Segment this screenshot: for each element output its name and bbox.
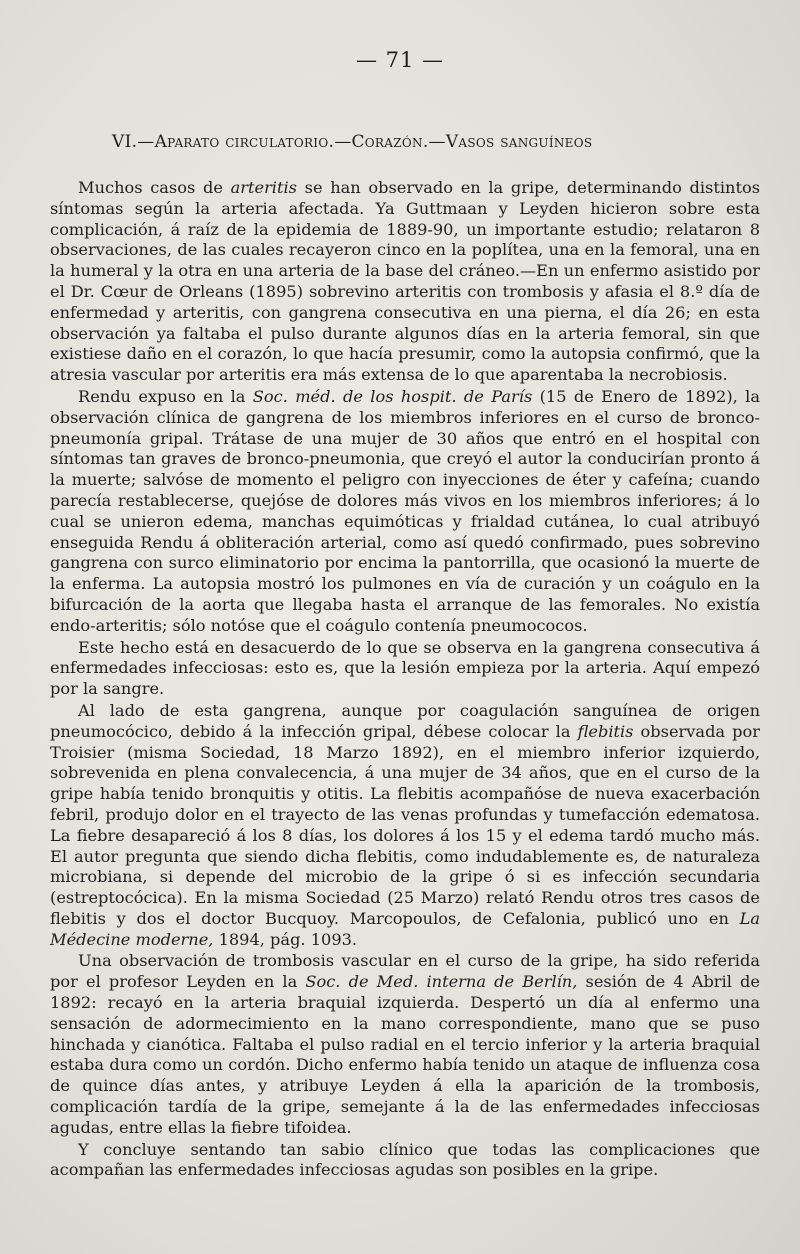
text-run: Muchos casos de xyxy=(78,178,231,197)
italic-run: flebitis xyxy=(577,721,634,741)
paragraph xyxy=(50,638,760,700)
text-run: Este hecho está en desacuerdo de lo que se observa en la gangrena consecutiva á enfermedades infecciosas: esto es, que la lesión empieza por la arteria. Aquí empezó por la sangre. xyxy=(50,637,760,699)
section-title: VI.—Aparato circulatorio.—Corazón.—Vasos sanguíneos xyxy=(112,132,593,152)
text-run: Una observación de trombosis vascular en el curso de la gripe, ha sido referida por el profesor Leyden en la xyxy=(50,951,760,992)
paragraph xyxy=(50,1140,760,1182)
text-run: sesión de 4 Abril de 1892: recayó en la arteria braquial izquierda. Despertó un día al enfermo una sensación de adormecimiento en la mano correspondiente, mano que se puso hinchada y cianótica. Faltaba el pulso radial en el tercio inferior y la arteria braquial estaba dura como un cordón. Dicho enfermo había tenido un ataque de influenza cosa de quince días antes, y atribuye Leyden á ella la aparición de la trombosis, complicación tardía de la gripe, semejante á la de las enfermedades infecciosas agudas, entre ellas la fiebre tifoidea. xyxy=(50,972,760,1137)
paragraph xyxy=(50,387,760,637)
paragraph xyxy=(50,178,760,386)
text-run: 1894, pág. 1093. xyxy=(213,929,358,949)
italic-run: Soc. méd. de los hospit. de París xyxy=(252,386,533,406)
text-run: observada por Troisier (misma Sociedad, 18 Marzo 1892), en el miembro inferior izquierdo, sobrevenida en plena convalecencia, á una mujer de 34 años, que en el curso de la gripe había tenido bronquitis y otitis. La flebitis acompañóse de nueva exacerbación febril, produjo dolor en el trayecto de las venas profundas y tumefacción edematosa. La fiebre desapareció á los 8 días, los dolores á los 15 y el edema tardó mucho más. El autor pregunta que siendo dicha flebitis, como indudablemente es, de naturaleza microbiana, si depende del microbio de la gripe ó si es infección secundaria (estreptocócica). En la misma Sociedad (25 Marzo) relató Rendu otros tres casos de flebitis y dos el doctor Bucquoy. Marcopoulos, de Cefalonia, publicó uno en xyxy=(50,721,760,928)
italic-run: arteritis xyxy=(230,178,297,197)
text-run: Al lado de esta gangrena, aunque por coagulación sanguínea de origen pneumocócico, debido á la infección gripal, débese colocar la xyxy=(50,700,760,741)
italic-run: La Médecine moderne, xyxy=(50,908,760,949)
text-run: (15 de Enero de 1892), la observación clínica de gangrena de los miembros inferiores en el curso de bronco-pneumonía gripal. Trátase de una mujer de 30 años que entró en el hospital con síntomas tan graves de bronco-pneumonia, que creyó el autor la conducirían pronto á la muerte; salvóse de momento el peligro con inyecciones de éter y cafeína; cuando parecía restablecerse, quejóse de dolores más vivos en los miembros inferiores; á lo cual se unieron edema, manchas equimóticas y frialdad cutánea, lo cual atribuyó enseguida Rendu á obliteración arterial, como así quedó confirmado, pues sobrevino gangrena con surco eliminatorio por encima la pantorrilla, que ocasionó la muerte de la enferma. La autopsia mostró los pulmones en vía de curación y un coágulo en la bifurcación de la aorta que llegaba hasta el arranque de las femorales. No existía endo-arteritis; sólo notóse que el coágulo contenía pneumococos. xyxy=(50,386,760,635)
paragraph xyxy=(50,951,760,1138)
page-number: — 71 — xyxy=(355,48,445,72)
text-run: se han observado en la gripe, determinando distintos síntomas según la arteria afectada. Ya Guttmaan y Leyden hicieron sobre esta complicación, á raíz de la epidemia de 1889-90, un importante estudio; relataron 8 observaciones, de las cuales recayeron cinco en la poplítea, una en la femoral, una en la humeral y la otra en una arteria de la base del cráneo.—En un enfermo asistido por el Dr. Cœur de Orleans (1895) sobrevino arteritis con trombosis y afasia el 8.º día de enfermedad y arteritis, con gangrena consecutiva en una pierna, el día 26; en esta observación ya faltaba el pulso durante algunos días en la arteria femoral, sin que existiese daño en el corazón, lo que hacía presumir, como la autopsia confirmó, que la atresia vascular por arteritis era más extensa de lo que aparentaba la necrobiosis. xyxy=(50,178,761,385)
italic-run: Soc. de Med. interna de Berlín, xyxy=(305,972,578,992)
text-run: Rendu expuso en la xyxy=(78,386,253,406)
paragraph xyxy=(50,701,760,951)
text-run: Y concluye sentando tan sabio clínico que todas las complicaciones que acompañan las enfermedades infecciosas agudas son posibles en la gripe. xyxy=(50,1139,760,1180)
body-text xyxy=(50,178,760,1181)
